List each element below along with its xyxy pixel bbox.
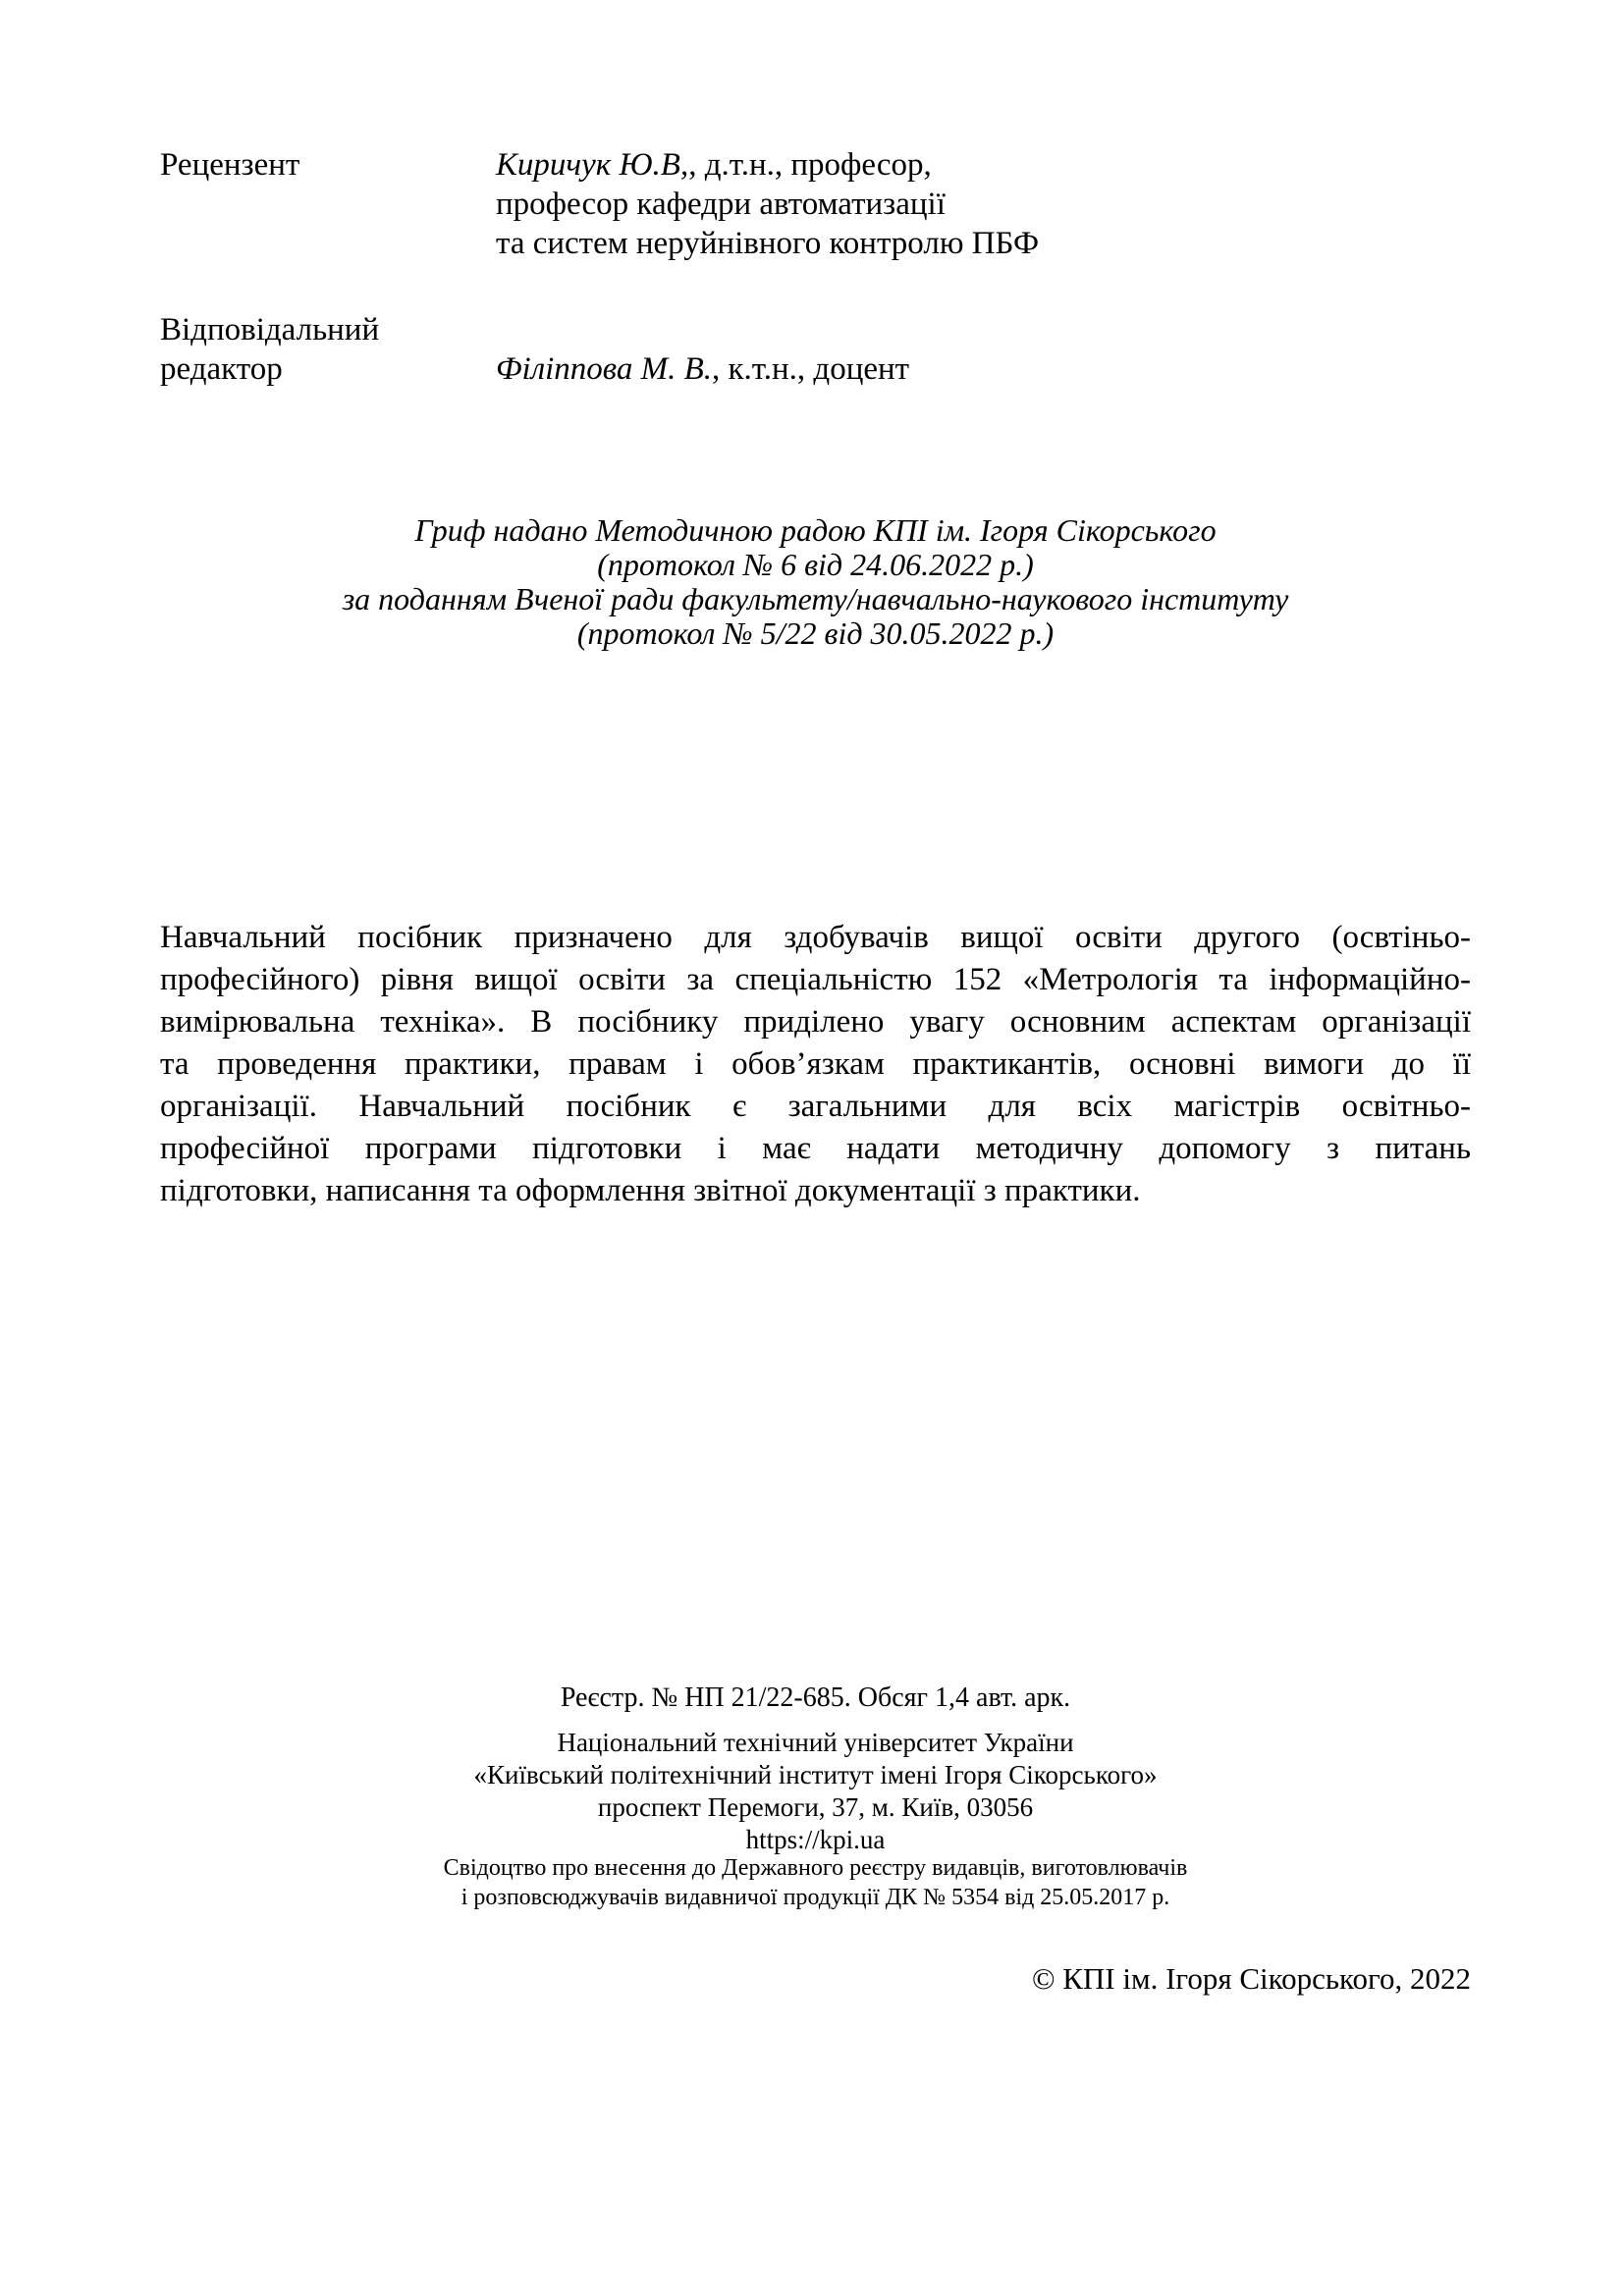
approval-section: [160, 513, 1471, 651]
annotation-section: [160, 917, 1471, 1212]
annotation-line-1: Навчальний посібник призначено для здобувачів вищої освіти другого (освтіньо-: [160, 920, 1471, 955]
approval-line-2: (протокол № 6 від 24.06.2022 р.): [597, 547, 1034, 582]
annotation-line-7: підготовки, написання та оформлення звітної документації з практики.: [160, 1173, 1141, 1208]
reviewer-affiliation-line-2: та систем неруйнівного контролю ПБФ: [496, 226, 1040, 261]
editor-name-suffix: , к.т.н., доцент: [712, 351, 910, 387]
reviewer-row: [160, 145, 1471, 263]
editor-label-line-2: редактор: [160, 351, 283, 387]
editor-row: [160, 310, 1471, 389]
certificate-section: [160, 1853, 1471, 1912]
annotation-line-4: та проведення практики, правам і обов’язкам практикантів, основні вимоги до її: [160, 1046, 1471, 1082]
editor-name-line: [496, 349, 1471, 389]
editor-label-line-1: Відповідальний: [160, 312, 380, 347]
reviewer-label: Рецензент: [160, 147, 300, 183]
publisher-section: [160, 1727, 1471, 1856]
reviewer-name: Киричук Ю.В,: [496, 147, 689, 183]
publisher-name-line: Національний технічний університет України: [557, 1728, 1074, 1757]
editor-name: Філіппова М. В.: [496, 351, 713, 387]
editor-value: [496, 310, 1471, 389]
approval-line-4: (протокол № 5/22 від 30.05.2022 р.): [576, 615, 1055, 651]
publisher-url[interactable]: https://kpi.ua: [745, 1825, 886, 1854]
publisher-institute-line: «Київський політехнічний інститут імені Ігоря Сікорського»: [473, 1760, 1158, 1789]
approval-line-3: за поданням Вченої ради факультету/навчально-наукового інституту: [342, 581, 1289, 616]
credits-section: [160, 145, 1471, 389]
reviewer-name-line: [496, 145, 1471, 185]
reviewer-affiliation-line-1: професор кафедри автоматизації: [496, 187, 946, 222]
annotation-line-6: професійної програми підготовки і має надати методичну допомогу з питань: [160, 1131, 1471, 1166]
certificate-line-1: Свідоцтво про внесення до Державного реєстру видавців, виготовлювачів: [443, 1855, 1188, 1881]
registry-line: Реєстр. № НП 21/22-685. Обсяг 1,4 авт. арк.: [560, 1682, 1071, 1713]
approval-line-1: Гриф надано Методичною радою КПІ ім. Ігоря Сікорського: [414, 512, 1217, 548]
reviewer-value: [496, 145, 1471, 263]
annotation-line-2: професійного) рівня вищої освіти за спеціальністю 152 «Метрологія та інформаційно-: [160, 962, 1471, 997]
certificate-line-2: і розповсюджувачів видавничої продукції ДК № 5354 від 25.05.2017 р.: [460, 1885, 1170, 1910]
reviewer-name-suffix: , д.т.н., професор,: [688, 147, 932, 183]
editor-label: [160, 310, 496, 389]
annotation-line-5: організації. Навчальний посібник є загальними для всіх магістрів освітньо-: [160, 1089, 1471, 1124]
copyright-line: © КПІ ім. Ігоря Сікорського, 2022: [1031, 1961, 1471, 1996]
annotation-line-3: вимірювальна техніка». В посібнику приділено увагу основним аспектам організації: [160, 1004, 1471, 1040]
publisher-address-line: проспект Перемоги, 37, м. Київ, 03056: [597, 1792, 1034, 1822]
